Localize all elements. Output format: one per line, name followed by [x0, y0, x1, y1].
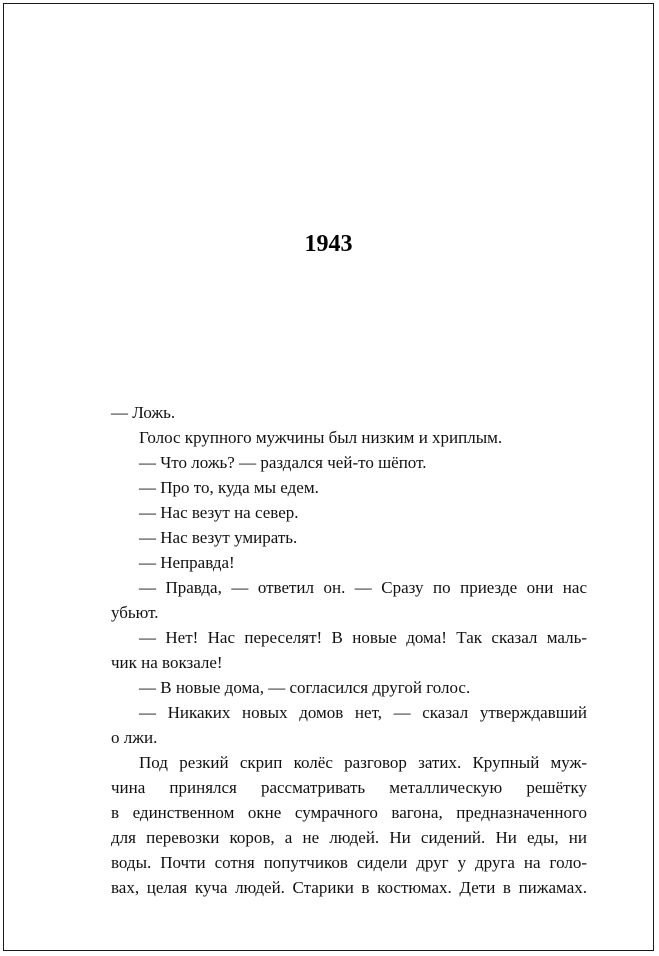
chapter-text [111, 400, 587, 900]
text-line: — Правда, — ответил он. — Сразу по приезде они нас [139, 578, 587, 597]
text-line: чик на вокзале! [111, 653, 223, 672]
text-line: Под резкий скрип колёс разговор затих. Крупный муж- [139, 753, 587, 772]
text-line: чина принялся рассматривать металлическую решётку [111, 778, 587, 797]
text-line: для перевозки коров, а не людей. Ни сидений. Ни еды, ни [111, 828, 587, 847]
text-line: — Нас везут на север. [139, 503, 299, 522]
text-line: — Неправда! [139, 553, 235, 572]
text-line: — В новые дома, — согласился другой голос. [139, 678, 471, 697]
text-line: убьют. [111, 603, 159, 622]
text-line: — Что ложь? — раздался чей-то шёпот. [139, 453, 427, 472]
text-line: в единственном окне сумрачного вагона, предназначенного [111, 803, 587, 822]
text-line: — Про то, куда мы едем. [139, 478, 319, 497]
text-line: — Нас везут умирать. [139, 528, 298, 547]
text-line: — Ложь. [111, 403, 176, 422]
book-page [3, 3, 654, 951]
text-line: о лжи. [111, 728, 158, 747]
text-line: воды. Почти сотня попутчиков сидели друг у друга на голо- [111, 853, 587, 872]
text-line: — Никаких новых домов нет, — сказал утверждавший [139, 703, 587, 722]
text-line: вах, целая куча людей. Старики в костюмах. Дети в пижамах. [111, 878, 587, 897]
text-line: — Нет! Нас переселят! В новые дома! Так сказал маль- [139, 628, 587, 647]
text-line: Голос крупного мужчины был низким и хриплым. [139, 428, 503, 447]
chapter-title: 1943 [304, 231, 353, 257]
